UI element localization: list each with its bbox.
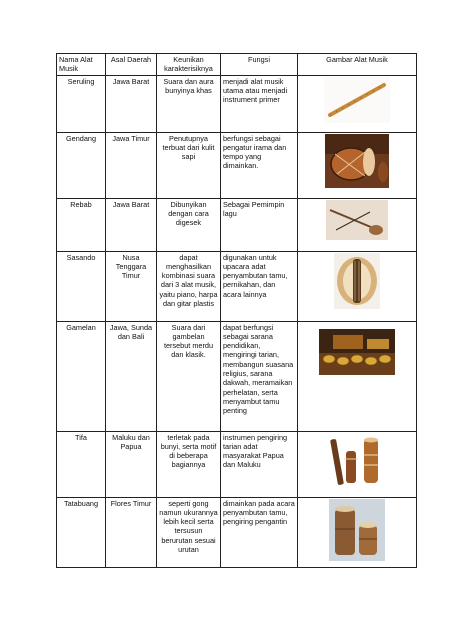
cell-function: digunakan untuk upacara adat penyambutan tamu, pernikahan, dan acara lainnya <box>221 251 298 321</box>
cell-region: Nusa Tenggara Timur <box>106 251 157 321</box>
cell-function: instrumen pengiring tarian adat masyarakat Papua dan Maluku <box>221 431 298 497</box>
header-region: Asal Daerah <box>106 54 157 76</box>
rebab-photo <box>300 200 414 240</box>
cell-character: Suara dari gambelan tersebut merdu dan klasik. <box>157 321 221 431</box>
cell-region: Jawa Barat <box>106 198 157 251</box>
cell-region: Jawa Barat <box>106 75 157 132</box>
cell-function: dapat berfungsi sebagai sarana pendidikan, mengiringi tarian, membangun suasana religius, sarana dakwah, meramaikan perhelatan, serta menyambut tamu penting <box>221 321 298 431</box>
cell-character: Suara dan aura bunyinya khas <box>157 75 221 132</box>
cell-picture <box>298 431 417 497</box>
cell-region: Jawa Timur <box>106 132 157 198</box>
table-row <box>57 198 417 251</box>
cell-picture <box>298 198 417 251</box>
cell-character: seperti gong namun ukurannya lebih kecil serta tersusun berurutan sesuai urutan <box>157 497 221 567</box>
table-row <box>57 497 417 567</box>
cell-picture <box>298 132 417 198</box>
cell-region: Jawa, Sunda dan Bali <box>106 321 157 431</box>
cell-name: Tatabuang <box>57 497 106 567</box>
kendang-drum-photo <box>300 134 414 188</box>
cell-name: Gamelan <box>57 321 106 431</box>
cell-function: Sebagai Pemimpin lagu <box>221 198 298 251</box>
cell-name: Seruling <box>57 75 106 132</box>
table-row <box>57 132 417 198</box>
cell-function: menjadi alat musik utama atau menjadi instrument primer <box>221 75 298 132</box>
sasando-photo <box>300 253 414 309</box>
cell-character: Dibunyikan dengan cara digesek <box>157 198 221 251</box>
tifa-drums-photo <box>300 433 414 489</box>
instrument-table <box>56 53 417 568</box>
cell-function: dimainkan pada acara penyambutan tamu, pengiring pengantin <box>221 497 298 567</box>
cell-region: Maluku dan Papua <box>106 431 157 497</box>
flute-photo <box>300 77 414 123</box>
tatabuang-drums-photo <box>300 499 414 561</box>
header-function: Fungsi <box>221 54 298 76</box>
cell-picture <box>298 321 417 431</box>
header-row <box>57 54 417 76</box>
table-row <box>57 75 417 132</box>
cell-region: Flores Timur <box>106 497 157 567</box>
cell-character: Penutupnya terbuat dari kulit sapi <box>157 132 221 198</box>
header-name: Nama Alat Musik <box>57 54 106 76</box>
cell-name: Sasando <box>57 251 106 321</box>
cell-function: berfungsi sebagai pengatur irama dan tempo yang dimainkan. <box>221 132 298 198</box>
cell-picture <box>298 497 417 567</box>
header-character: Keunikan karakterisiknya <box>157 54 221 76</box>
cell-picture <box>298 75 417 132</box>
table-row <box>57 431 417 497</box>
header-picture: Gambar Alat Musik <box>298 54 417 76</box>
table-row <box>57 321 417 431</box>
cell-picture <box>298 251 417 321</box>
cell-character: dapat menghasilkan kombinasi suara dari 3 alat musik, yaitu piano, harpa dan gitar plastis <box>157 251 221 321</box>
cell-name: Gendang <box>57 132 106 198</box>
gamelan-photo <box>300 323 414 375</box>
cell-character: terletak pada bunyi, serta motif di beberapa bagiannya <box>157 431 221 497</box>
table-row <box>57 251 417 321</box>
cell-name: Rebab <box>57 198 106 251</box>
cell-name: Tifa <box>57 431 106 497</box>
